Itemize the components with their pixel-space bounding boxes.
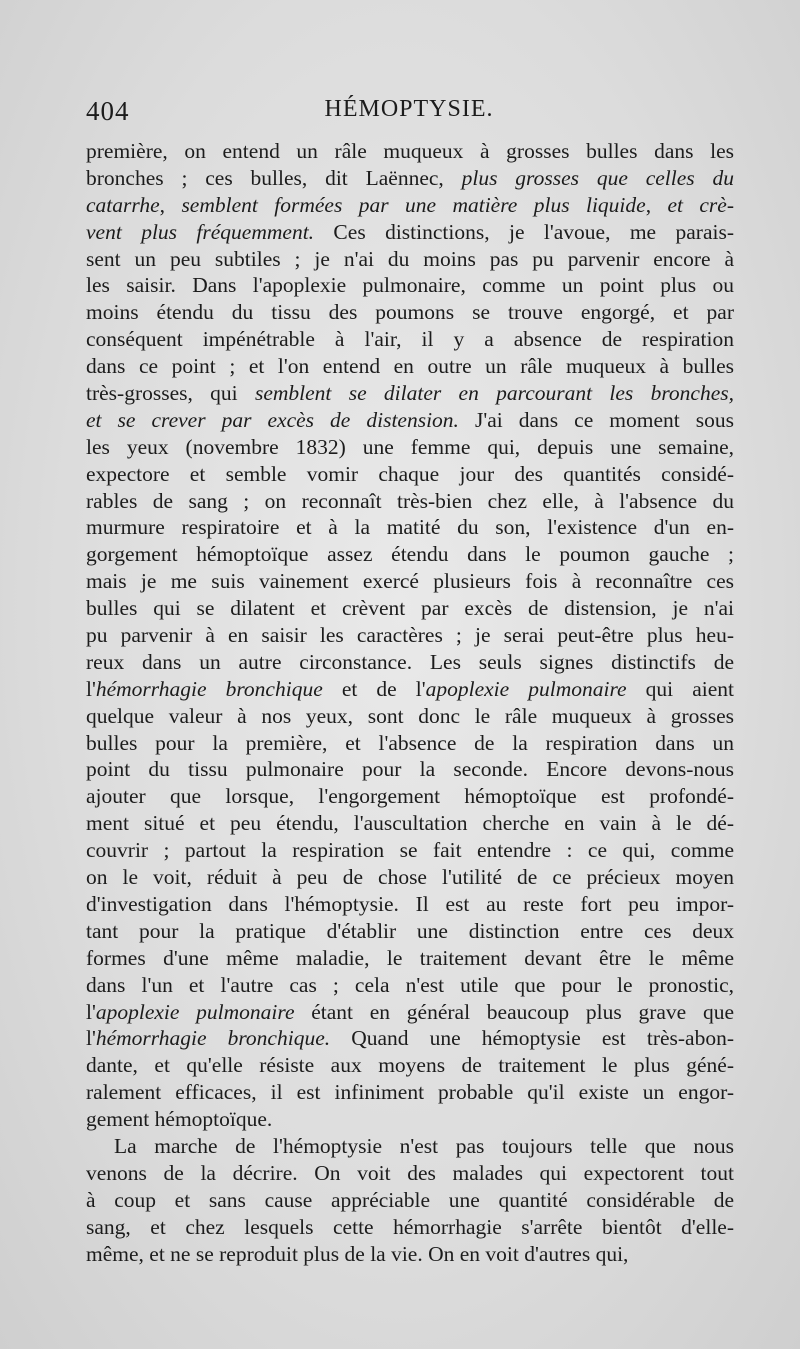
- text-segment: sang, et chez lesquels cette hémorrhagie s'arrête bientôt d'elle-: [86, 1214, 734, 1239]
- text-line: [86, 622, 734, 649]
- text-segment: dante, et qu'elle résiste aux moyens de traitement le plus géné-: [86, 1053, 734, 1078]
- text-segment: dans l'un et l'autre cas ; cela n'est utile que pour le pronostic,: [86, 972, 734, 997]
- text-segment: J'ai dans ce moment sous: [458, 407, 734, 432]
- text-segment: bulles pour la première, et l'absence de la respiration dans un: [86, 730, 734, 755]
- text-segment: à coup et sans cause appréciable une quantité considérable de: [86, 1187, 734, 1212]
- text-line: [86, 219, 734, 246]
- text-segment: pu parvenir à en saisir les caractères ; je serai peut-être plus heu-: [86, 623, 734, 648]
- text-segment: ajouter que lorsque, l'engorgement hémoptoïque est profondé-: [86, 784, 734, 809]
- text-segment: ralement efficaces, il est infiniment probable qu'il existe un engor-: [86, 1080, 734, 1105]
- text-line: [86, 380, 734, 407]
- text-segment: rables de sang ; on reconnaît très-bien chez elle, à l'absence du: [86, 488, 734, 513]
- text-line: [86, 1025, 734, 1052]
- text-segment: La marche de l'hémoptysie n'est pas toujours telle que nous: [114, 1133, 734, 1158]
- text-segment: moins étendu du tissu des poumons se trouve engorgé, et par: [86, 300, 734, 325]
- text-line: [86, 541, 734, 568]
- text-line: [86, 165, 734, 192]
- text-segment: gorgement hémoptoïque assez étendu dans le poumon gauche ;: [86, 542, 734, 567]
- text-line: [86, 756, 734, 783]
- text-segment: ment situé et peu étendu, l'auscultation cherche en vain à le dé-: [86, 811, 734, 836]
- text-line: [86, 1106, 734, 1133]
- text-line: [86, 864, 734, 891]
- text-segment: étant en général beaucoup plus grave que: [294, 999, 734, 1024]
- text-segment: formes d'une même maladie, le traitement devant être le même: [86, 945, 734, 970]
- text-line: [86, 1241, 734, 1268]
- text-line: [86, 730, 734, 757]
- text-line: [86, 1052, 734, 1079]
- italic-text: plus grosses que celles du: [461, 165, 734, 190]
- text-segment: venons de la décrire. On voit des malades qui expectorent tout: [86, 1160, 734, 1185]
- text-line: [86, 272, 734, 299]
- italic-text: semblent se dilater en parcourant les bronches,: [254, 381, 734, 406]
- text-segment: l': [86, 1026, 96, 1051]
- text-line: [86, 945, 734, 972]
- text-line: [86, 595, 734, 622]
- text-line: [86, 1079, 734, 1106]
- text-segment: on le voit, réduit à peu de chose l'utilité de ce précieux moyen: [86, 865, 734, 890]
- text-segment: reux dans un autre circonstance. Les seuls signes distinctifs de: [86, 649, 734, 674]
- text-segment: couvrir ; partout la respiration se fait entendre : ce qui, comme: [86, 838, 734, 863]
- text-segment: point du tissu pulmonaire pour la seconde. Encore devons-nous: [86, 757, 734, 782]
- text-segment: conséquent impénétrable à l'air, il y a absence de respiration: [86, 327, 734, 352]
- text-line: [86, 1160, 734, 1187]
- text-line: [86, 353, 734, 380]
- text-segment: les yeux (novembre 1832) une femme qui, depuis une semaine,: [86, 434, 734, 459]
- text-line: [86, 514, 734, 541]
- italic-text: hémorrhagie bronchique: [95, 676, 323, 701]
- text-segment: très-grosses, qui: [86, 381, 255, 406]
- text-line: [86, 837, 734, 864]
- text-segment: ,: [645, 192, 668, 217]
- text-line: [86, 192, 734, 219]
- text-line: [86, 1133, 734, 1160]
- text-segment: les saisir. Dans l'apoplexie pulmonaire, comme un point plus ou: [86, 273, 734, 298]
- text-segment: Quand une hémoptysie est très-abon-: [330, 1026, 734, 1051]
- text-segment: expectore et semble vomir chaque jour des quantités considé-: [86, 461, 734, 486]
- text-segment: bronches ; ces bulles, dit Laënnec,: [86, 165, 462, 190]
- text-line: [86, 999, 734, 1026]
- text-segment: tant pour la pratique d'établir une distinction entre ces deux: [86, 918, 734, 943]
- text-segment: l': [86, 676, 96, 701]
- text-line: [86, 783, 734, 810]
- body-text: [86, 138, 734, 1267]
- text-segment: murmure respiratoire et à la matité du son, l'existence d'un en-: [86, 515, 734, 540]
- italic-text: hémorrhagie bronchique.: [95, 1026, 331, 1051]
- text-line: [86, 326, 734, 353]
- text-segment: gement hémoptoïque.: [86, 1107, 273, 1132]
- text-segment: qui aient: [626, 676, 735, 701]
- italic-text: apoplexie pulmonaire: [425, 676, 627, 701]
- text-line: [86, 918, 734, 945]
- text-line: [86, 488, 734, 515]
- text-line: [86, 407, 734, 434]
- text-line: [86, 649, 734, 676]
- text-segment: Ces distinctions, je l'avoue, me parais-: [314, 219, 734, 244]
- italic-text: et se crever par excès de distension.: [86, 407, 459, 432]
- text-line: [86, 703, 734, 730]
- running-title: HÉMOPTYSIE.: [324, 96, 494, 122]
- text-segment: même, et ne se reproduit plus de la vie. On en voit d'autres qui,: [86, 1241, 629, 1266]
- text-line: [86, 1214, 734, 1241]
- text-line: [86, 568, 734, 595]
- italic-text: apoplexie pulmonaire: [95, 999, 295, 1024]
- text-segment: quelque valeur à nos yeux, sont donc le râle muqueux à grosses: [86, 703, 734, 728]
- text-segment: sent un peu subtiles ; je n'ai du moins pas pu parvenir encore à: [86, 246, 734, 271]
- text-segment: dans ce point ; et l'on entend en outre un râle muqueux à bulles: [86, 354, 734, 379]
- italic-text: et crè-: [667, 192, 734, 217]
- text-segment: d'investigation dans l'hémoptysie. Il est au reste fort peu impor-: [86, 891, 734, 916]
- italic-text: vent plus fréquemment.: [86, 219, 315, 244]
- text-segment: bulles qui se dilatent et crèvent par excès de distension, je n'ai: [86, 596, 734, 621]
- text-line: [86, 1187, 734, 1214]
- text-line: [86, 299, 734, 326]
- text-segment: l': [86, 999, 96, 1024]
- italic-text: catarrhe: [86, 192, 160, 217]
- text-line: [86, 972, 734, 999]
- text-line: [86, 810, 734, 837]
- text-line: [86, 434, 734, 461]
- text-segment: ,: [159, 192, 182, 217]
- italic-text: semblent formées par une matière plus liquide: [181, 192, 646, 217]
- text-segment: mais je me suis vainement exercé plusieurs fois à reconnaître ces: [86, 569, 734, 594]
- text-line: [86, 461, 734, 488]
- text-line: [86, 676, 734, 703]
- text-line: [86, 246, 734, 273]
- text-line: [86, 891, 734, 918]
- text-segment: première, on entend un râle muqueux à grosses bulles dans les: [86, 139, 734, 163]
- page-number: 404: [86, 96, 130, 126]
- text-segment: et de l': [322, 676, 426, 701]
- running-head: [86, 96, 732, 136]
- text-line: [86, 138, 734, 165]
